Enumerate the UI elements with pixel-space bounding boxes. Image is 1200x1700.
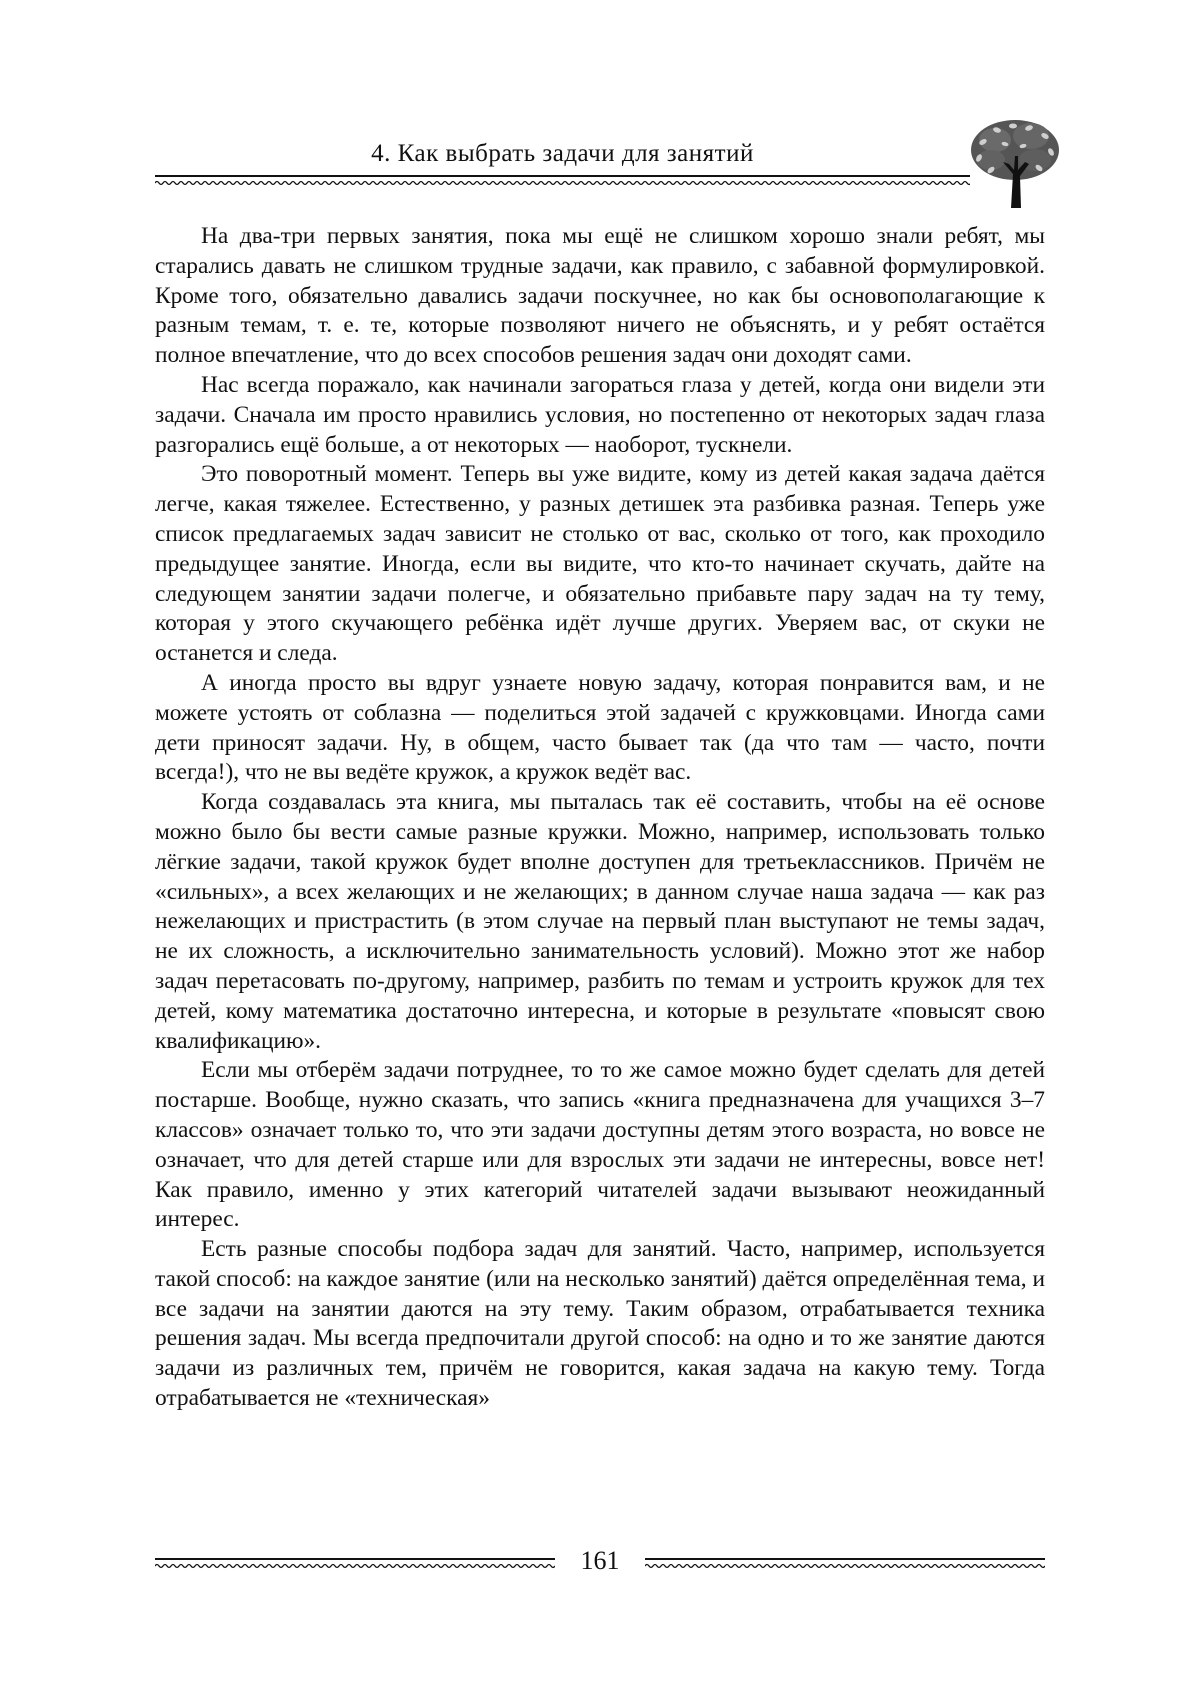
running-header xyxy=(155,140,970,190)
footer-wavy-rule-left xyxy=(155,1557,555,1571)
page-number: 161 xyxy=(580,1546,620,1575)
tree-icon xyxy=(965,112,1065,212)
page-footer xyxy=(155,1546,1045,1586)
paragraph: Это поворотный момент. Теперь вы уже видите, кому из детей какая задача даётся легче, какая тяжелее. Естественно, у разных детишек эта разбивка разная. Теперь уже список предлагаемых задач зависит не столько от вас, сколько от того, как проходило предыдущее занятие. Иногда, если вы видите, что кто-то начинает скучать, дайте на следующем занятии задачи полегче, и обязательно прибавьте пару задач на ту тему, которая у этого скучающего ребёнка идёт лучше других. Уверяем вас, от скуки не останется и следа. xyxy=(155,461,1045,667)
paragraph: На два-три первых занятия, пока мы ещё не слишком хорошо знали ребят, мы старались давать не слишком трудные задачи, как правило, с забавной формулировкой. Кроме того, обязательно давались задачи поскучнее, но как бы основополагающие к разным темам, т. е. те, которые позволяют ничего не объяснять, и у ребят остаётся полное впечатление, что до всех способов решения задач они доходят сами. xyxy=(155,223,1045,369)
page-body xyxy=(155,222,1045,1414)
paragraph: Когда создавалась эта книга, мы пыталась так её составить, чтобы на её основе можно было бы вести самые разные кружки. Можно, например, использовать только лёгкие задачи, такой кружок будет вполне доступен для третьеклассников. Причём не «сильных», а всех желающих и не желающих; в данном случае наша задача — как раз нежелающих и пристрастить (в этом случае на первый план выступают не темы задач, не их сложность, а исключительно занимательность условий). Можно этот же набор задач перетасовать по-другому, например, разбить по темам и устроить кружок для тех детей, кому математика достаточно интересна, и которые в результате «повысят свою квалификацию». xyxy=(155,789,1045,1054)
paragraph: Если мы отберём задачи потруднее, то то же самое можно будет сделать для детей постарше. Вообще, нужно сказать, что запись «книга предназначена для учащихся 3–7 классов» означает только то, что эти задачи доступны детям этого возраста, но вовсе не означает, что для детей старше или для взрослых эти задачи не интересны, вовсе нет! Как правило, именно у этих категорий читателей задачи вызывают неожиданный интерес. xyxy=(155,1057,1045,1233)
footer-wavy-rule-right xyxy=(645,1557,1045,1571)
header-wavy-rule xyxy=(155,174,970,188)
chapter-title: 4. Как выбрать задачи для занятий xyxy=(371,140,754,167)
paragraph: А иногда просто вы вдруг узнаете новую задачу, которая понравится вам, и не можете устоять от соблазна — поделиться этой задачей с кружковцами. Иногда сами дети приносят задачи. Ну, в общем, часто бывает так (да что там — часто, почти всегда!), что не вы ведёте кружок, а кружок ведёт вас. xyxy=(155,669,1045,786)
paragraph: Есть разные способы подбора задач для занятий. Часто, например, используется такой способ: на каждое занятие (или на несколько занятий) даётся определённая тема, и все задачи на занятии даются на эту тему. Таким образом, отрабатывается техника решения задач. Мы всегда предпочитали другой способ: на одно и то же занятие даются задачи из различных тем, причём не говорится, какая задача на какую тему. Тогда отрабатывается не «техническая» xyxy=(155,1236,1045,1412)
paragraph: Нас всегда поражало, как начинали загораться глаза у детей, когда они видели эти задачи. Сначала им просто нравились условия, но постепенно от некоторых задач глаза разгорались ещё больше, а от некоторых — наоборот, тускнели. xyxy=(155,371,1045,458)
